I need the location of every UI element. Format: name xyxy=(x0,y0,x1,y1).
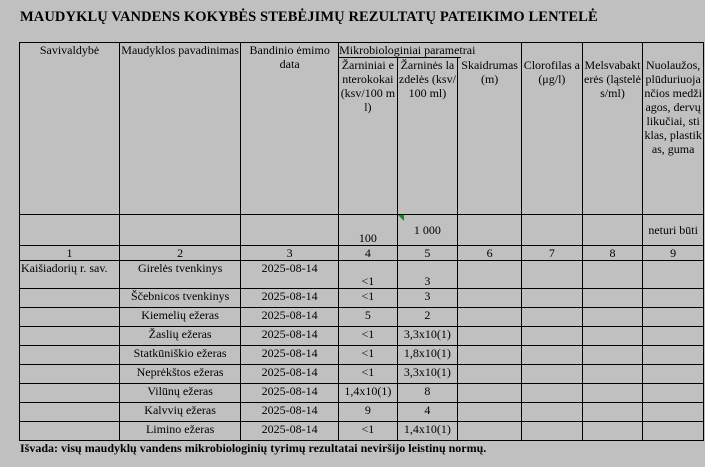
cell-municipality[interactable] xyxy=(20,289,120,308)
cell-debris[interactable] xyxy=(643,289,704,308)
column-number[interactable]: 6 xyxy=(458,246,522,261)
cell-chlorophyll[interactable] xyxy=(522,403,583,422)
cell-transparency[interactable] xyxy=(458,346,522,365)
cell-municipality[interactable] xyxy=(20,365,120,384)
header-enterococci-label: Žarniniai enterokokai (ksv/100 ml) xyxy=(340,58,396,114)
cell-ecoli[interactable]: 1,4x10(1) xyxy=(397,422,458,441)
cell-chlorophyll[interactable] xyxy=(522,308,583,327)
cell-date[interactable]: 2025-08-14 xyxy=(241,261,339,289)
cell-date[interactable]: 2025-08-14 xyxy=(241,346,339,365)
cell-debris[interactable] xyxy=(643,365,704,384)
cell-municipality[interactable] xyxy=(20,327,120,346)
table-row xyxy=(20,308,704,327)
table-row xyxy=(20,261,704,289)
norm-cell-3[interactable] xyxy=(241,215,339,246)
page-title: MAUDYKLŲ VANDENS KOKYBĖS STEBĖJIMŲ REZULTATŲ PATEIKIMO LENTELĖ xyxy=(20,9,598,25)
header-ecoli-label: Žarninės lazdelės (ksv/100 ml) xyxy=(398,58,456,100)
cell-transparency[interactable] xyxy=(458,308,522,327)
cell-enterococci[interactable]: <1 xyxy=(339,289,398,308)
cell-cyanobacteria[interactable] xyxy=(582,346,643,365)
column-number[interactable]: 8 xyxy=(582,246,643,261)
cell-ecoli[interactable]: 3,3x10(1) xyxy=(397,365,458,384)
cell-municipality[interactable] xyxy=(20,403,120,422)
cell-debris[interactable] xyxy=(643,308,704,327)
cell-site[interactable]: Kiemelių ežeras xyxy=(119,308,240,327)
norm-cell-7[interactable] xyxy=(522,215,583,246)
cell-enterococci[interactable]: 5 xyxy=(339,308,398,327)
cell-site[interactable]: Kalvvių ežeras xyxy=(119,403,240,422)
cell-date[interactable]: 2025-08-14 xyxy=(241,289,339,308)
cell-municipality[interactable] xyxy=(20,384,120,403)
cell-cyanobacteria[interactable] xyxy=(582,308,643,327)
header-cyanobacteria-label: Melsvabakterės (ląstelės/ml) xyxy=(584,58,641,100)
results-table xyxy=(19,42,704,441)
cell-chlorophyll[interactable] xyxy=(522,346,583,365)
cell-date[interactable]: 2025-08-14 xyxy=(241,403,339,422)
column-number[interactable]: 3 xyxy=(241,246,339,261)
cell-cyanobacteria[interactable] xyxy=(582,365,643,384)
cell-site[interactable]: Limino ežeras xyxy=(119,422,240,441)
column-number[interactable]: 2 xyxy=(119,246,240,261)
cell-cyanobacteria[interactable] xyxy=(582,289,643,308)
cell-ecoli[interactable]: 3,3x10(1) xyxy=(397,327,458,346)
table-row xyxy=(20,422,704,441)
cell-cyanobacteria[interactable] xyxy=(582,422,643,441)
table-row xyxy=(20,365,704,384)
table-row xyxy=(20,289,704,308)
cell-debris[interactable] xyxy=(643,384,704,403)
cell-ecoli[interactable]: 2 xyxy=(397,308,458,327)
cell-enterococci[interactable]: <1 xyxy=(339,365,398,384)
cell-municipality[interactable]: Kaišiadorių r. sav. xyxy=(20,261,120,289)
column-number[interactable]: 9 xyxy=(643,246,704,261)
header-micro-group: Mikrobiologiniai parametrai xyxy=(339,43,476,57)
cell-site[interactable]: Vilūnų ežeras xyxy=(119,384,240,403)
column-number[interactable]: 4 xyxy=(339,246,398,261)
norm-cell-8[interactable] xyxy=(582,215,643,246)
cell-transparency[interactable] xyxy=(458,289,522,308)
cell-site[interactable]: Neprėkštos ežeras xyxy=(119,365,240,384)
cell-site[interactable]: Žaslių ežeras xyxy=(119,327,240,346)
cell-ecoli[interactable]: 8 xyxy=(397,384,458,403)
cell-ecoli[interactable]: 3 xyxy=(397,261,458,289)
cell-debris[interactable] xyxy=(643,327,704,346)
cell-enterococci[interactable]: 9 xyxy=(339,403,398,422)
header-chlorophyll-label: Clorofilas a (μg/l) xyxy=(523,58,581,86)
cell-debris[interactable] xyxy=(643,261,704,289)
cell-cyanobacteria[interactable] xyxy=(582,261,643,289)
cell-transparency[interactable] xyxy=(458,365,522,384)
header-municipality[interactable] xyxy=(20,43,120,215)
cell-chlorophyll[interactable] xyxy=(522,261,583,289)
cell-date[interactable]: 2025-08-14 xyxy=(241,308,339,327)
table-row xyxy=(20,403,704,422)
cell-enterococci[interactable]: <1 xyxy=(339,346,398,365)
norm-cell-2[interactable] xyxy=(119,215,240,246)
header-date[interactable] xyxy=(241,43,339,215)
cell-transparency[interactable] xyxy=(458,422,522,441)
header-transparency[interactable] xyxy=(458,43,522,215)
cell-chlorophyll[interactable] xyxy=(522,422,583,441)
table-row xyxy=(20,327,704,346)
header-chlorophyll[interactable] xyxy=(522,43,583,215)
cell-debris[interactable] xyxy=(643,346,704,365)
cell-ecoli[interactable]: 1,8x10(1) xyxy=(397,346,458,365)
header-site-label: Maudyklos pavadinimas xyxy=(121,43,239,57)
cell-cyanobacteria[interactable] xyxy=(582,403,643,422)
column-number[interactable]: 7 xyxy=(522,246,583,261)
cell-site[interactable]: Statkūniškio ežeras xyxy=(119,346,240,365)
header-ecoli[interactable] xyxy=(397,43,458,215)
cell-municipality[interactable] xyxy=(20,308,120,327)
cell-municipality[interactable] xyxy=(20,346,120,365)
header-cyanobacteria[interactable] xyxy=(582,43,643,215)
cell-municipality[interactable] xyxy=(20,422,120,441)
norm-debris[interactable]: neturi būti xyxy=(643,215,704,246)
cell-chlorophyll[interactable] xyxy=(522,384,583,403)
cell-enterococci[interactable]: <1 xyxy=(339,327,398,346)
header-site[interactable] xyxy=(119,43,240,215)
cell-site[interactable]: Ščebnicos tvenkinys xyxy=(119,289,240,308)
header-transparency-label: Skaidrumas (m) xyxy=(461,58,518,86)
cell-cyanobacteria[interactable] xyxy=(582,384,643,403)
comment-marker[interactable] xyxy=(398,215,404,221)
cell-ecoli[interactable]: 4 xyxy=(397,403,458,422)
cell-transparency[interactable] xyxy=(458,384,522,403)
cell-enterococci[interactable]: 1,4x10(1) xyxy=(339,384,398,403)
cell-date[interactable]: 2025-08-14 xyxy=(241,422,339,441)
cell-cyanobacteria[interactable] xyxy=(582,327,643,346)
norm-ecoli[interactable] xyxy=(397,215,458,246)
cell-site[interactable]: Girelės tvenkinys xyxy=(119,261,240,289)
header-debris[interactable] xyxy=(643,43,704,215)
header-municipality-label: Savivaldybė xyxy=(39,43,100,57)
column-number[interactable]: 1 xyxy=(20,246,120,261)
cell-transparency[interactable] xyxy=(458,327,522,346)
cell-date[interactable]: 2025-08-14 xyxy=(241,327,339,346)
norm-enterococci[interactable]: 100 xyxy=(339,215,398,246)
cell-transparency[interactable] xyxy=(458,261,522,289)
cell-chlorophyll[interactable] xyxy=(522,289,583,308)
cell-transparency[interactable] xyxy=(458,403,522,422)
cell-ecoli[interactable]: 3 xyxy=(397,289,458,308)
cell-date[interactable]: 2025-08-14 xyxy=(241,384,339,403)
conclusion-text: Išvada: visų maudyklų vandens mikrobiologinių tyrimų rezultatai neviršijo leistinų normų. xyxy=(20,441,487,455)
header-debris-label: Nuolaužos, plūduriuojančios medžiagos, dervų likučiai, stiklas, plastikas, guma xyxy=(644,58,702,156)
table-row xyxy=(20,346,704,365)
cell-debris[interactable] xyxy=(643,403,704,422)
header-date-label: Bandinio ėmimo data xyxy=(249,43,330,71)
table-row xyxy=(20,384,704,403)
cell-chlorophyll[interactable] xyxy=(522,327,583,346)
cell-date[interactable]: 2025-08-14 xyxy=(241,365,339,384)
column-number-row xyxy=(20,246,704,261)
norm-cell-1[interactable] xyxy=(20,215,120,246)
cell-enterococci[interactable]: <1 xyxy=(339,261,398,289)
norm-ecoli-value: 1 000 xyxy=(413,223,441,237)
norm-cell-6[interactable] xyxy=(458,215,522,246)
cell-enterococci[interactable]: <1 xyxy=(339,422,398,441)
cell-debris[interactable] xyxy=(643,422,704,441)
column-number[interactable]: 5 xyxy=(397,246,458,261)
cell-chlorophyll[interactable] xyxy=(522,365,583,384)
